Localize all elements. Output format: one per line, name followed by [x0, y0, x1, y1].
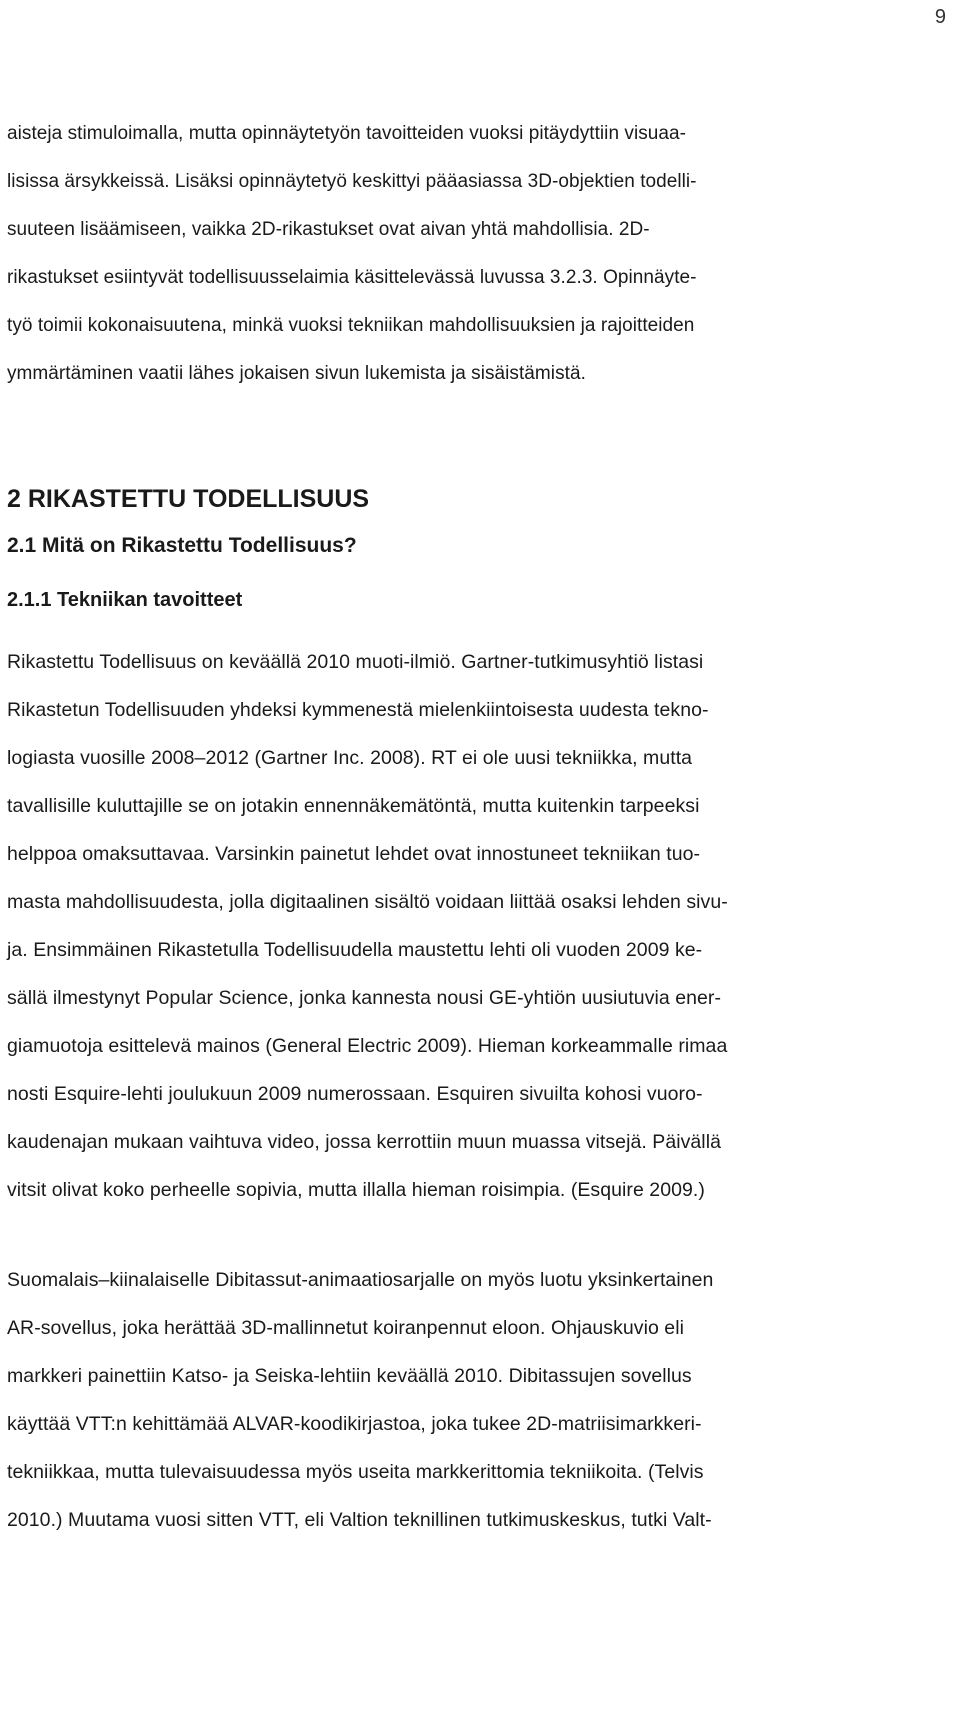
text-line: masta mahdollisuudesta, jolla digitaalinen sisältö voidaan liittää osaksi lehden sivu-	[7, 891, 728, 913]
text-line: tekniikkaa, mutta tulevaisuudessa myös useita markkerittomia tekniikoita. (Telvis	[7, 1461, 704, 1483]
text-line: giamuotoja esittelevä mainos (General Electric 2009). Hieman korkeammalle rimaa	[7, 1035, 728, 1057]
text-line: AR-sovellus, joka herättää 3D-mallinnetut koiranpennut eloon. Ohjauskuvio eli	[7, 1317, 684, 1339]
text-line: logiasta vuosille 2008–2012 (Gartner Inc. 2008). RT ei ole uusi tekniikka, mutta	[7, 747, 693, 769]
text-line: Suomalais–kiinalaiselle Dibitassut-animaatiosarjalle on myös luotu yksinkertainen	[7, 1269, 714, 1291]
text-line: Rikastetun Todellisuuden yhdeksi kymmenestä mielenkiintoisesta uudesta tekno-	[7, 699, 709, 721]
page-number: 9	[934, 6, 946, 28]
page-content	[7, 110, 947, 1544]
text-line: 2010.) Muutama vuosi sitten VTT, eli Valtion teknillinen tutkimuskeskus, tutki Valt-	[7, 1509, 712, 1531]
body-paragraph-1	[7, 638, 947, 1214]
text-line: aisteja stimuloimalla, mutta opinnäytetyön tavoitteiden vuoksi pitäydyttiin visuaa-	[7, 123, 686, 144]
text-line: rikastukset esiintyvät todellisuusselaimia käsittelevässä luvussa 3.2.3. Opinnäyte-	[7, 267, 697, 288]
text-line: markkeri painettiin Katso- ja Seiska-lehtiin keväällä 2010. Dibitassujen sovellus	[7, 1365, 692, 1387]
text-line: nosti Esquire-lehti joulukuun 2009 numerossaan. Esquiren sivuilta kohosi vuoro-	[7, 1083, 703, 1105]
text-line: Rikastettu Todellisuus on keväällä 2010 muoti-ilmiö. Gartner-tutkimusyhtiö listasi	[7, 651, 704, 673]
text-line: ymmärtäminen vaatii lähes jokaisen sivun lukemista ja sisäistämistä.	[7, 363, 586, 384]
text-line: vitsit olivat koko perheelle sopivia, mutta illalla hieman roisimpia. (Esquire 2009.)	[7, 1179, 705, 1201]
text-line: työ toimii kokonaisuutena, minkä vuoksi tekniikan mahdollisuuksien ja rajoitteiden	[7, 315, 695, 336]
intro-paragraph	[7, 110, 947, 398]
section-heading: 2.1 Mitä on Rikastettu Todellisuus?	[7, 534, 357, 557]
text-line: sällä ilmestynyt Popular Science, jonka kannesta nousi GE-yhtiön uusiutuvia ener-	[7, 987, 722, 1009]
text-line: ja. Ensimmäinen Rikastetulla Todellisuudella maustettu lehti oli vuoden 2009 ke-	[7, 939, 703, 961]
body-paragraph-2	[7, 1256, 947, 1544]
text-line: helppoa omaksuttavaa. Varsinkin painetut lehdet ovat innostuneet tekniikan tuo-	[7, 843, 701, 865]
text-line: käyttää VTT:n kehittämää ALVAR-koodikirjastoa, joka tukee 2D-matriisimarkkeri-	[7, 1413, 702, 1435]
text-line: tavallisille kuluttajille se on jotakin ennennäkemätöntä, mutta kuitenkin tarpeeksi	[7, 795, 700, 817]
text-line: kaudenajan mukaan vaihtuva video, jossa kerrottiin muun muassa vitsejä. Päivällä	[7, 1131, 721, 1153]
text-line: lisissa ärsykkeissä. Lisäksi opinnäytetyö keskittyi pääasiassa 3D-objektien todelli-	[7, 171, 697, 192]
subsection-heading: 2.1.1 Tekniikan tavoitteet	[7, 589, 243, 611]
chapter-heading: 2 RIKASTETTU TODELLISUUS	[7, 485, 370, 513]
text-line: suuteen lisäämiseen, vaikka 2D-rikastukset ovat aivan yhtä mahdollisia. 2D-	[7, 219, 650, 240]
